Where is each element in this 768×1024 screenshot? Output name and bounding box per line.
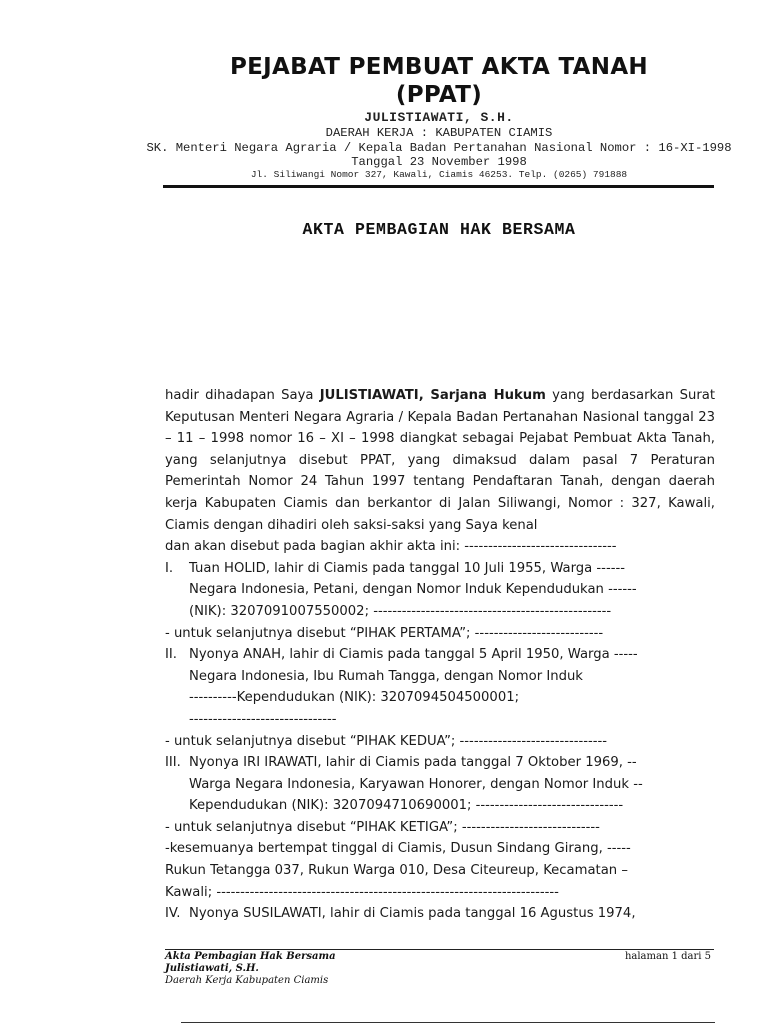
party-line: (NIK): 3207091007550002; -------------------------------------------------- — [189, 603, 612, 619]
party-item-2 — [165, 644, 715, 666]
party-line: Negara Indonesia, Ibu Rumah Tangga, dengan Nomor Induk — [189, 668, 583, 684]
intro-comma: , — [418, 388, 431, 403]
party-2-designation: - untuk selanjutnya disebut “PIHAK KEDUA”; ------------------------------- — [165, 733, 608, 749]
party-item-3-cont — [165, 774, 715, 796]
intro-notary-name: JULISTIAWATI — [319, 388, 419, 403]
footer-area: Daerah Kerja Kabupaten Ciamis — [165, 975, 329, 986]
party-item-1 — [165, 558, 715, 580]
decree-reference: SK. Menteri Negara Agraria / Kepala Badan Pertanahan Nasional Nomor : 16-XI-1998 — [146, 141, 732, 155]
decree-date: Tanggal 23 November 1998 — [351, 155, 527, 169]
party-line: Nyonya SUSILAWATI, lahir di Ciamis pada tanggal 16 Agustus 1974, — [189, 906, 636, 922]
party-number: II. — [165, 647, 177, 663]
party-line: Tuan HOLID, lahir di Ciamis pada tanggal 10 Juli 1955, Warga ------ — [189, 560, 625, 576]
party-item-3 — [165, 752, 715, 774]
next-page-edge — [181, 1022, 715, 1023]
footer-document-name: Akta Pembagian Hak Bersama — [165, 951, 336, 962]
party-line: ------------------------------- — [189, 711, 337, 727]
party-line: Negara Indonesia, Petani, dengan Nomor Induk Kependudukan ------ — [189, 582, 637, 598]
party-1-designation: - untuk selanjutnya disebut “PIHAK PERTAMA”; --------------------------- — [165, 625, 604, 641]
deed-title: AKTA PEMBAGIAN HAK BERSAMA — [302, 220, 576, 239]
notary-name: JULISTIAWATI, S.H. — [364, 110, 514, 125]
party-number: I. — [165, 560, 174, 576]
party-item-2-cont — [165, 709, 715, 731]
footer-divider — [165, 949, 714, 950]
party-item-4 — [165, 903, 715, 925]
intro-text: yang berdasarkan Surat Keputusan Menteri Negara Agraria / Kepala Badan Pertanahan Nasional tanggal 23 – 11 – 1998 nomor 16 – XI – 1998 diangkat sebagai Pejabat Pembuat Akta Tanah, yang selanjutnya disebut PPAT, yang dimaksud dalam pasal 7 Peraturan Pemerintah Nomor 24 Tahun 1997 tentang Pendaftaran Tanah, dengan daerah kerja Kabupaten Ciamis dan berkantor di Jalan Siliwangi, Nomor : 327, Kawali, Ciamis dengan dihadiri oleh saksi-saksi yang Saya kenal — [165, 388, 716, 533]
party-number: IV. — [165, 906, 181, 922]
header-divider — [163, 185, 714, 188]
work-area: DAERAH KERJA : KABUPATEN CIAMIS — [325, 126, 553, 140]
office-address: Jl. Siliwangi Nomor 327, Kawali, Ciamis 46253. Telp. (0265) 791888 — [250, 169, 628, 180]
party-number: III. — [165, 755, 181, 771]
party-item-3-cont — [165, 795, 715, 817]
residence-line: -kesemuanya bertempat tinggal di Ciamis, Dusun Sindang Girang, ----- — [165, 841, 631, 857]
office-abbreviation: (PPAT) — [395, 82, 483, 108]
party-line: Nyonya IRI IRAWATI, lahir di Ciamis pada tanggal 7 Oktober 1969, -- — [189, 755, 637, 771]
intro-last-line: dan akan disebut pada bagian akhir akta ini: -------------------------------- — [165, 539, 617, 555]
party-line: Warga Negara Indonesia, Karyawan Honorer, dengan Nomor Induk -- — [189, 776, 643, 792]
party-item-1-cont — [165, 601, 715, 623]
intro-paragraph — [165, 385, 715, 536]
party-line: ----------Kependudukan (NIK): 3207094504500001; — [189, 690, 520, 706]
party-item-2-cont — [165, 666, 715, 688]
footer-author: Julistiawati, S.H. — [165, 963, 259, 974]
party-item-2-cont — [165, 687, 715, 709]
office-title: PEJABAT PEMBUAT AKTA TANAH — [230, 54, 648, 80]
party-item-1-cont — [165, 579, 715, 601]
intro-prefix: hadir dihadapan Saya — [165, 388, 320, 403]
party-line: Nyonya ANAH, lahir di Ciamis pada tanggal 5 April 1950, Warga ----- — [189, 647, 638, 663]
party-3-designation: - untuk selanjutnya disebut “PIHAK KETIGA”; ----------------------------- — [165, 819, 600, 835]
residence-line: Kawali; ------------------------------------------------------------------------ — [165, 884, 559, 900]
residence-line: Rukun Tetangga 037, Rukun Warga 010, Desa Citeureup, Kecamatan – — [165, 863, 628, 879]
page-number: halaman 1 dari 5 — [624, 951, 711, 962]
party-line: Kependudukan (NIK): 3207094710690001; ------------------------------- — [189, 798, 624, 814]
deed-body — [165, 385, 715, 925]
intro-notary-title: Sarjana Hukum — [430, 388, 546, 403]
